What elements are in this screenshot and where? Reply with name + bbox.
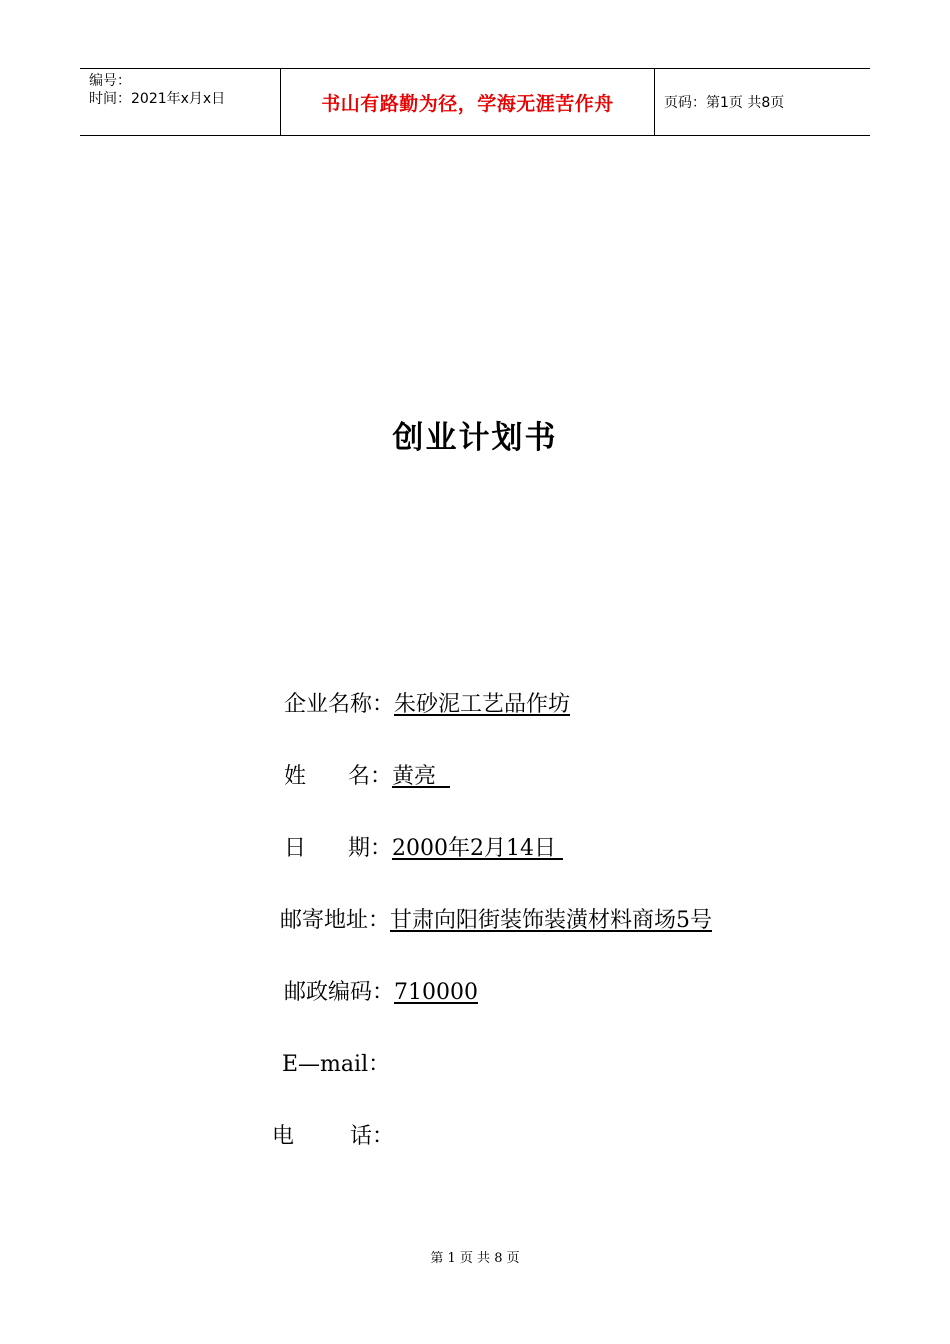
- page-footer: 第 1 页 共 8 页: [430, 1251, 520, 1266]
- header-page-info: 页码：第1页 共8页: [664, 95, 785, 111]
- field-postal-code: [284, 978, 478, 1008]
- field-label: 日 期：: [284, 836, 392, 861]
- field-label: 电 话：: [272, 1124, 394, 1149]
- field-label: 邮寄地址：: [280, 908, 391, 933]
- page-header: [80, 68, 870, 136]
- header-motto: 书山有路勤为径，学海无涯苦作舟: [281, 69, 655, 135]
- field-date: [284, 834, 563, 864]
- field-value: 710000: [394, 980, 478, 1005]
- field-value: 2000年2月14日: [391, 836, 563, 861]
- field-company-name: [284, 690, 570, 720]
- field-label: 姓 名：: [284, 764, 392, 789]
- field-name: [284, 762, 450, 792]
- field-phone: [272, 1122, 394, 1152]
- header-meta: [80, 69, 281, 135]
- field-label: 企业名称：: [284, 692, 395, 717]
- field-value: 黄亮: [391, 764, 450, 789]
- field-mailing-address: [280, 906, 712, 936]
- field-email: [282, 1050, 390, 1080]
- document-number-label: 编号：: [89, 73, 131, 89]
- document-date: 时间：2021年x月x日: [89, 91, 226, 107]
- field-value: 甘肃向阳街装饰装潢材料商场5号: [390, 908, 713, 933]
- document-title: 创业计划书: [392, 420, 558, 456]
- field-label: E—mail：: [282, 1052, 391, 1077]
- field-value: 朱砂泥工艺品作坊: [394, 692, 571, 717]
- field-label: 邮政编码：: [284, 980, 395, 1005]
